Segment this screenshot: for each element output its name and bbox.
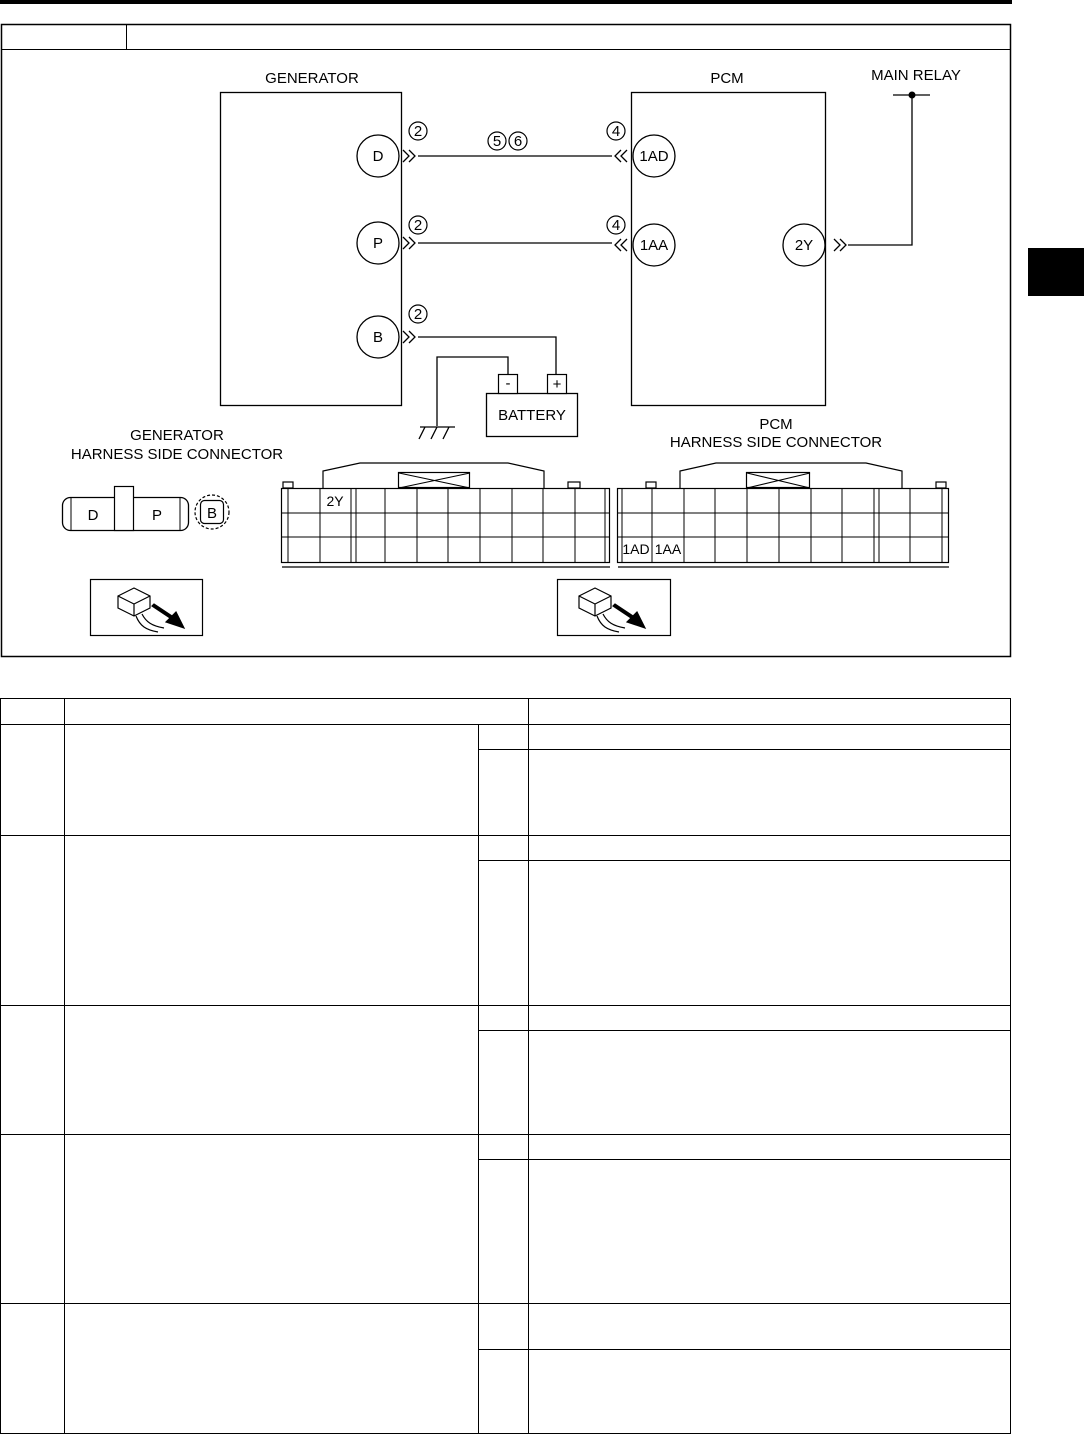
connector-view-icon-left — [91, 580, 203, 636]
main-relay-junction — [909, 92, 916, 99]
gen-connector-title-1: GENERATOR — [130, 427, 224, 444]
pcm-terminal-1ad — [633, 135, 675, 177]
ground-symbol — [419, 427, 455, 439]
battery — [487, 375, 578, 437]
circle-num-gen-b — [409, 305, 427, 323]
circle-num-gen-d — [409, 122, 427, 140]
table-header-row — [1, 699, 1011, 725]
pcm-connector-pin-1aa: 1AA — [654, 541, 682, 557]
header-inspection-cell — [65, 699, 529, 725]
wire-b-battery-pos — [418, 337, 556, 374]
svg-text:2Y: 2Y — [794, 237, 814, 254]
generator-terminal-p — [357, 222, 399, 264]
svg-text:+: + — [552, 376, 562, 393]
table-row — [1, 836, 1011, 861]
pcm-title: PCM — [710, 70, 744, 87]
svg-text:D: D — [372, 148, 384, 165]
circle-num-pcm-1ad — [607, 122, 625, 140]
generator-terminal-d — [357, 135, 399, 177]
generator-connector — [63, 487, 230, 531]
header-action-cell — [529, 699, 1011, 725]
pcm-connector-title-1: PCM — [759, 416, 793, 433]
pcm-terminal-2y — [783, 224, 825, 266]
battery-label: BATTERY — [498, 407, 566, 424]
connector-symbols — [403, 150, 846, 343]
table-row — [1, 1006, 1011, 1031]
svg-text:6: 6 — [513, 133, 523, 150]
main-relay-label: MAIN RELAY — [871, 67, 961, 84]
svg-text:4: 4 — [611, 217, 621, 234]
svg-text:5: 5 — [492, 133, 502, 150]
pcm-connector-title-2: HARNESS SIDE CONNECTOR — [669, 434, 883, 451]
pcm-connector-pin-1ad: 1AD — [622, 541, 650, 557]
circle-num-pcm-1aa — [607, 216, 625, 234]
gen-connector-pin-d: D — [87, 507, 99, 524]
table-row — [1, 1135, 1011, 1160]
generator-terminal-b — [357, 316, 399, 358]
gen-connector-pin-p: P — [151, 507, 163, 524]
circle-num-wire-6 — [509, 132, 527, 150]
svg-text:4: 4 — [611, 123, 621, 140]
pcm-terminal-1aa — [633, 224, 675, 266]
svg-text:-: - — [505, 375, 511, 392]
svg-text:B: B — [372, 329, 384, 346]
svg-text:1AA: 1AA — [639, 237, 669, 254]
connector-view-icon-right — [558, 580, 671, 636]
generator-title: GENERATOR — [265, 70, 359, 87]
gen-connector-pin-b: B — [206, 505, 218, 522]
svg-text:1AD: 1AD — [639, 148, 669, 165]
wiring-diagram — [0, 0, 1084, 700]
pcm-connector-left — [282, 463, 611, 567]
pcm-connector-pin-2y: 2Y — [326, 493, 344, 509]
gen-connector-title-2: HARNESS SIDE CONNECTOR — [70, 446, 284, 463]
diagnostic-steps-table — [0, 698, 1011, 1434]
circle-num-wire-5 — [488, 132, 506, 150]
svg-text:P: P — [372, 235, 384, 252]
svg-text:2: 2 — [413, 217, 423, 234]
header-step-cell — [1, 699, 65, 725]
table-row — [1, 1304, 1011, 1350]
svg-text:2: 2 — [413, 123, 423, 140]
table-row — [1, 725, 1011, 750]
circle-num-gen-p — [409, 216, 427, 234]
svg-text:2: 2 — [413, 306, 423, 323]
wire-2y-main-relay — [848, 95, 912, 245]
